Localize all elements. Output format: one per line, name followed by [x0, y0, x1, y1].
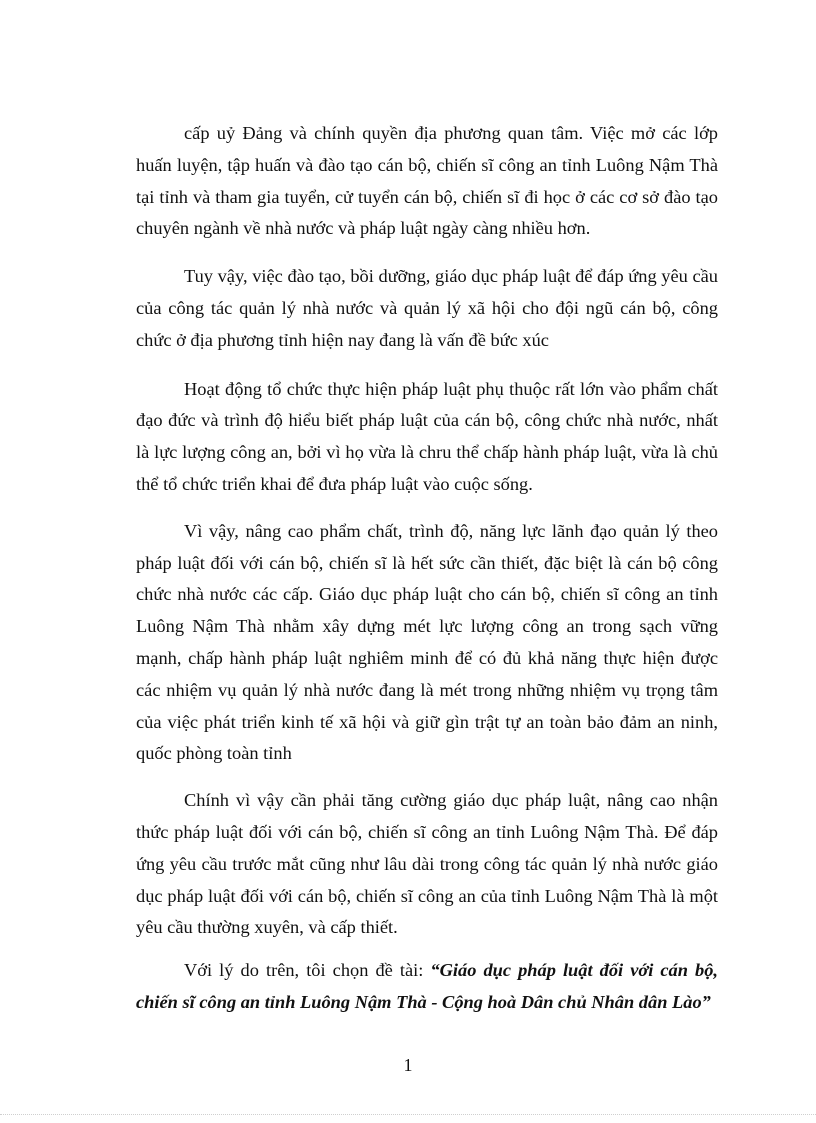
- closing-paragraph: [136, 955, 718, 1019]
- paragraph-4: Vì vậy, nâng cao phẩm chất, trình độ, năng lực lãnh đạo quản lý theo pháp luật đối với cán bộ, chiến sĩ là hết sức cần thiết, đặc biệt là cán bộ công chức nhà nước các cấp. Giáo dục pháp luật cho cán bộ, chiến sĩ công an tỉnh Luông Nậm Thà nhằm xây dựng mét lực lượng công an trong sạch vững mạnh, chấp hành pháp luật nghiêm minh để có đủ khả năng thực hiện được các nhiệm vụ quản lý nhà nước đang là mét trong những nhiệm vụ trọng tâm của việc phát triển kinh tế xã hội và giữ gìn trật tự an toàn bảo đảm an ninh, quốc phòng toàn tỉnh: [136, 520, 718, 764]
- paragraph-1: cấp uỷ Đảng và chính quyền địa phương quan tâm. Việc mở các lớp huấn luyện, tập huấn và đào tạo cán bộ, chiến sĩ công an tỉnh Luông Nậm Thà tại tỉnh và tham gia tuyển, cử tuyển cán bộ, chiến sĩ đi học ở các cơ sở đào tạo chuyên ngành về nhà nước và pháp luật ngày càng nhiều hơn.: [136, 123, 718, 239]
- paragraph-5: Chính vì vậy cần phải tăng cường giáo dục pháp luật, nâng cao nhận thức pháp luật đối với cán bộ, chiến sĩ công an tỉnh Luông Nậm Thà. Để đáp ứng yêu cầu trước mắt cũng như lâu dài trong công tác quản lý nhà nước giáo dục pháp luật đối với cán bộ, chiến sĩ công an của tỉnh Luông Nậm Thà là một yêu cầu thường xuyên, và cấp thiết.: [136, 790, 718, 938]
- thesis-title: “Giáo dục pháp luật đối với cán bộ, chiến sĩ công an tỉnh Luông Nậm Thà - Cộng hoà Dân chủ Nhân dân Lào”: [136, 960, 719, 1012]
- page-number: 1: [403, 1055, 413, 1075]
- paragraph-2: Tuy vậy, việc đào tạo, bồi dưỡng, giáo dục pháp luật để đáp ứng yêu cầu của công tác quản lý nhà nước và quản lý xã hội cho đội ngũ cán bộ, công chức ở địa phương tỉnh hiện nay đang là vấn đề bức xúc: [136, 266, 718, 350]
- document-body: [136, 118, 718, 1019]
- paragraph-3: Hoạt động tổ chức thực hiện pháp luật phụ thuộc rất lớn vào phẩm chất đạo đức và trình độ hiểu biết pháp luật của cán bộ, công chức nhà nước, nhất là lực lượng công an, bởi vì họ vừa là chru thể chấp hành pháp luật, vừa là chủ thể tổ chức triển khai để đưa pháp luật vào cuộc sống.: [136, 378, 718, 494]
- closing-lead-text: Với lý do trên, tôi chọn đề tài:: [184, 960, 431, 981]
- page-bottom-divider: [0, 1114, 816, 1115]
